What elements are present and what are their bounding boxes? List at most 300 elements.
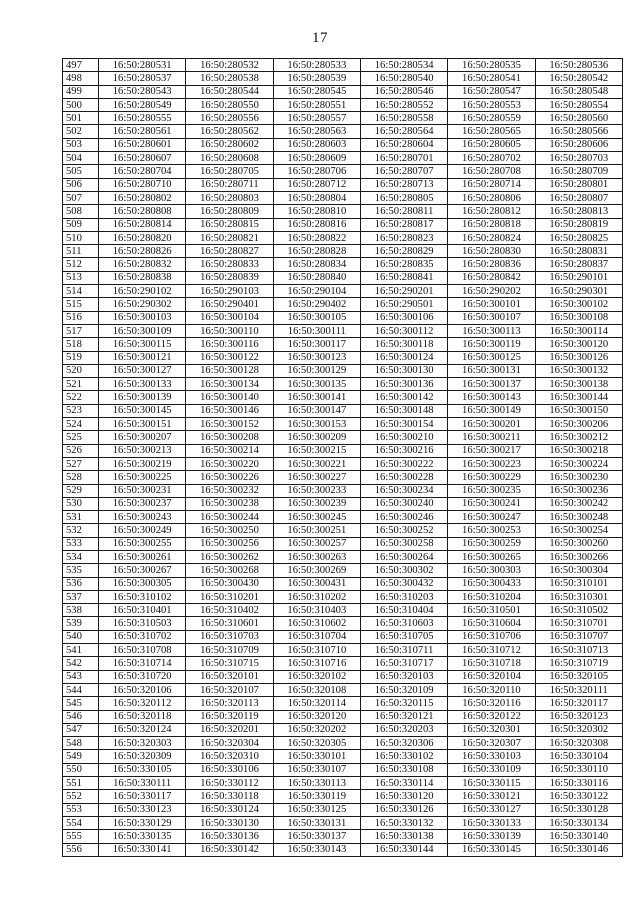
cadastral-number-cell: 16:50:280708 [448,165,535,178]
cadastral-number-cell: 16:50:300108 [535,311,622,324]
cadastral-number-cell: 16:50:320104 [448,670,535,683]
cadastral-number-cell: 16:50:280821 [186,231,273,244]
cadastral-number-cell: 16:50:280563 [273,125,360,138]
cadastral-number-cell: 16:50:320203 [360,723,447,736]
row-number-cell: 548 [63,737,99,750]
table-row [63,524,623,537]
table-row [63,617,623,630]
cadastral-number-cell: 16:50:280537 [99,72,186,85]
cadastral-number-cell: 16:50:320301 [448,723,535,736]
cadastral-number-cell: 16:50:300153 [273,418,360,431]
cadastral-number-cell: 16:50:330107 [273,763,360,776]
cadastral-number-cell: 16:50:300151 [99,418,186,431]
cadastral-number-cell: 16:50:300128 [186,364,273,377]
cadastral-number-cell: 16:50:280828 [273,245,360,258]
cadastral-number-cell: 16:50:280826 [99,245,186,258]
cadastral-number-cell: 16:50:300255 [99,537,186,550]
table-row [63,378,623,391]
cadastral-number-cell: 16:50:300124 [360,351,447,364]
row-number-cell: 533 [63,537,99,550]
cadastral-number-cell: 16:50:280825 [535,231,622,244]
cadastral-number-cell: 16:50:300246 [360,511,447,524]
cadastral-number-cell: 16:50:300136 [360,378,447,391]
cadastral-number-cell: 16:50:280818 [448,218,535,231]
table-row [63,604,623,617]
cadastral-number-cell: 16:50:330129 [99,816,186,829]
row-number-cell: 502 [63,125,99,138]
cadastral-number-cell: 16:50:330102 [360,750,447,763]
cadastral-number-cell: 16:50:280705 [186,165,273,178]
cadastral-number-cell: 16:50:280809 [186,205,273,218]
cadastral-number-cell: 16:50:320124 [99,723,186,736]
cadastral-number-cell: 16:50:280607 [99,152,186,165]
cadastral-number-cell: 16:50:320304 [186,737,273,750]
cadastral-number-cell: 16:50:300217 [448,444,535,457]
cadastral-number-cell: 16:50:280539 [273,72,360,85]
row-number-cell: 498 [63,72,99,85]
cadastral-number-cell: 16:50:330105 [99,763,186,776]
row-number-cell: 515 [63,298,99,311]
cadastral-number-cell: 16:50:300247 [448,511,535,524]
table-row [63,657,623,670]
cadastral-number-cell: 16:50:280548 [535,85,622,98]
cadastral-number-cell: 16:50:300121 [99,351,186,364]
cadastral-number-cell: 16:50:320111 [535,683,622,696]
cadastral-number-cell: 16:50:280605 [448,138,535,151]
cadastral-table-container [62,58,622,857]
cadastral-number-cell: 16:50:320108 [273,683,360,696]
cadastral-number-cell: 16:50:330103 [448,750,535,763]
cadastral-number-cell: 16:50:310202 [273,590,360,603]
cadastral-number-cell: 16:50:320302 [535,723,622,736]
cadastral-number-cell: 16:50:320107 [186,683,273,696]
cadastral-number-cell: 16:50:330125 [273,803,360,816]
table-row [63,59,623,72]
cadastral-number-cell: 16:50:280549 [99,98,186,111]
cadastral-number-cell: 16:50:300229 [448,471,535,484]
cadastral-number-cell: 16:50:280547 [448,85,535,98]
cadastral-number-cell: 16:50:280554 [535,98,622,111]
cadastral-number-cell: 16:50:300144 [535,391,622,404]
cadastral-number-cell: 16:50:310708 [99,644,186,657]
table-row [63,311,623,324]
cadastral-number-cell: 16:50:300257 [273,537,360,550]
table-row [63,138,623,151]
cadastral-number-cell: 16:50:280839 [186,271,273,284]
cadastral-number-cell: 16:50:300142 [360,391,447,404]
row-number-cell: 519 [63,351,99,364]
cadastral-number-cell: 16:50:280709 [535,165,622,178]
cadastral-number-cell: 16:50:300213 [99,444,186,457]
row-number-cell: 524 [63,418,99,431]
cadastral-number-cell: 16:50:280820 [99,231,186,244]
cadastral-number-cell: 16:50:300433 [448,577,535,590]
cadastral-number-cell: 16:50:300116 [186,338,273,351]
cadastral-number-cell: 16:50:300135 [273,378,360,391]
cadastral-number-cell: 16:50:280813 [535,205,622,218]
cadastral-number-cell: 16:50:280604 [360,138,447,151]
table-row [63,790,623,803]
cadastral-number-cell: 16:50:300237 [99,497,186,510]
cadastral-number-cell: 16:50:300269 [273,564,360,577]
row-number-cell: 534 [63,550,99,563]
cadastral-number-cell: 16:50:300107 [448,311,535,324]
table-row [63,537,623,550]
cadastral-number-cell: 16:50:310718 [448,657,535,670]
row-number-cell: 550 [63,763,99,776]
cadastral-number-cell: 16:50:320309 [99,750,186,763]
cadastral-number-cell: 16:50:310403 [273,604,360,617]
cadastral-number-cell: 16:50:280558 [360,112,447,125]
table-row [63,816,623,829]
table-row [63,444,623,457]
cadastral-number-cell: 16:50:300129 [273,364,360,377]
cadastral-number-cell: 16:50:300222 [360,457,447,470]
cadastral-number-cell: 16:50:280810 [273,205,360,218]
cadastral-number-cell: 16:50:320102 [273,670,360,683]
cadastral-number-cell: 16:50:280841 [360,271,447,284]
cadastral-number-cell: 16:50:300302 [360,564,447,577]
cadastral-number-cell: 16:50:330136 [186,830,273,843]
cadastral-number-cell: 16:50:300101 [448,298,535,311]
cadastral-number-cell: 16:50:280564 [360,125,447,138]
row-number-cell: 508 [63,205,99,218]
cadastral-number-cell: 16:50:280702 [448,152,535,165]
cadastral-number-cell: 16:50:280562 [186,125,273,138]
cadastral-number-cell: 16:50:300147 [273,404,360,417]
table-row [63,670,623,683]
cadastral-number-cell: 16:50:300240 [360,497,447,510]
table-row [63,418,623,431]
table-row [63,338,623,351]
cadastral-number-cell: 16:50:320118 [99,710,186,723]
table-row [63,683,623,696]
cadastral-number-cell: 16:50:320303 [99,737,186,750]
cadastral-number-cell: 16:50:320117 [535,697,622,710]
cadastral-number-cell: 16:50:280559 [448,112,535,125]
cadastral-number-cell: 16:50:280706 [273,165,360,178]
page-number: 17 [312,30,328,46]
table-row [63,98,623,111]
cadastral-number-cell: 16:50:300231 [99,484,186,497]
cadastral-number-cell: 16:50:320109 [360,683,447,696]
cadastral-number-cell: 16:50:280713 [360,178,447,191]
cadastral-number-cell: 16:50:330126 [360,803,447,816]
cadastral-number-cell: 16:50:310201 [186,590,273,603]
cadastral-number-cell: 16:50:300137 [448,378,535,391]
cadastral-number-cell: 16:50:290202 [448,285,535,298]
table-row [63,723,623,736]
cadastral-number-cell: 16:50:330142 [186,843,273,856]
cadastral-number-cell: 16:50:290104 [273,285,360,298]
cadastral-number-cell: 16:50:300126 [535,351,622,364]
cadastral-number-cell: 16:50:280803 [186,191,273,204]
row-number-cell: 554 [63,816,99,829]
cadastral-number-cell: 16:50:280830 [448,245,535,258]
cadastral-number-cell: 16:50:300233 [273,484,360,497]
cadastral-number-cell: 16:50:300241 [448,497,535,510]
cadastral-number-cell: 16:50:300230 [535,471,622,484]
cadastral-number-cell: 16:50:300113 [448,324,535,337]
cadastral-number-cell: 16:50:310704 [273,630,360,643]
cadastral-number-cell: 16:50:300261 [99,550,186,563]
cadastral-number-cell: 16:50:310401 [99,604,186,617]
cadastral-number-cell: 16:50:330118 [186,790,273,803]
row-number-cell: 531 [63,511,99,524]
cadastral-number-cell: 16:50:290101 [535,271,622,284]
table-row [63,697,623,710]
cadastral-number-cell: 16:50:310601 [186,617,273,630]
cadastral-number-cell: 16:50:310706 [448,630,535,643]
cadastral-number-cell: 16:50:300117 [273,338,360,351]
cadastral-number-cell: 16:50:280606 [535,138,622,151]
row-number-cell: 530 [63,497,99,510]
table-row [63,511,623,524]
cadastral-number-cell: 16:50:280602 [186,138,273,151]
cadastral-number-cell: 16:50:290501 [360,298,447,311]
cadastral-number-cell: 16:50:290302 [99,298,186,311]
row-number-cell: 546 [63,710,99,723]
cadastral-number-cell: 16:50:300216 [360,444,447,457]
row-number-cell: 547 [63,723,99,736]
cadastral-number-cell: 16:50:330135 [99,830,186,843]
cadastral-number-cell: 16:50:300430 [186,577,273,590]
cadastral-number-cell: 16:50:300140 [186,391,273,404]
cadastral-number-cell: 16:50:330108 [360,763,447,776]
cadastral-number-cell: 16:50:300239 [273,497,360,510]
table-row [63,843,623,856]
table-row [63,577,623,590]
cadastral-number-cell: 16:50:300252 [360,524,447,537]
row-number-cell: 538 [63,604,99,617]
cadastral-number-cell: 16:50:280608 [186,152,273,165]
cadastral-number-cell: 16:50:300127 [99,364,186,377]
table-body [63,59,623,857]
cadastral-number-cell: 16:50:280551 [273,98,360,111]
cadastral-number-cell: 16:50:280553 [448,98,535,111]
cadastral-number-cell: 16:50:300226 [186,471,273,484]
cadastral-number-cell: 16:50:310715 [186,657,273,670]
cadastral-number-cell: 16:50:280837 [535,258,622,271]
row-number-cell: 512 [63,258,99,271]
cadastral-number-cell: 16:50:280561 [99,125,186,138]
cadastral-number-cell: 16:50:280831 [535,245,622,258]
cadastral-number-cell: 16:50:320306 [360,737,447,750]
cadastral-number-cell: 16:50:310301 [535,590,622,603]
cadastral-number-cell: 16:50:300248 [535,511,622,524]
row-number-cell: 536 [63,577,99,590]
cadastral-number-cell: 16:50:330140 [535,830,622,843]
cadastral-number-cell: 16:50:300259 [448,537,535,550]
cadastral-number-cell: 16:50:300225 [99,471,186,484]
cadastral-number-cell: 16:50:310703 [186,630,273,643]
cadastral-number-cell: 16:50:280801 [535,178,622,191]
table-row [63,737,623,750]
cadastral-number-cell: 16:50:320112 [99,697,186,710]
table-row [63,85,623,98]
cadastral-number-cell: 16:50:330124 [186,803,273,816]
cadastral-number-cell: 16:50:330141 [99,843,186,856]
row-number-cell: 521 [63,378,99,391]
row-number-cell: 556 [63,843,99,856]
cadastral-number-cell: 16:50:300131 [448,364,535,377]
cadastral-number-cell: 16:50:300102 [535,298,622,311]
row-number-cell: 545 [63,697,99,710]
cadastral-number-cell: 16:50:300211 [448,431,535,444]
row-number-cell: 553 [63,803,99,816]
cadastral-number-cell: 16:50:300201 [448,418,535,431]
cadastral-number-cell: 16:50:300305 [99,577,186,590]
table-row [63,763,623,776]
cadastral-number-cell: 16:50:300249 [99,524,186,537]
cadastral-number-cell: 16:50:300110 [186,324,273,337]
cadastral-number-cell: 16:50:310102 [99,590,186,603]
cadastral-number-cell: 16:50:300112 [360,324,447,337]
cadastral-number-cell: 16:50:280833 [186,258,273,271]
cadastral-number-cell: 16:50:300148 [360,404,447,417]
table-row [63,484,623,497]
cadastral-number-cell: 16:50:280540 [360,72,447,85]
cadastral-number-cell: 16:50:310501 [448,604,535,617]
cadastral-number-cell: 16:50:280566 [535,125,622,138]
cadastral-number-cell: 16:50:280816 [273,218,360,231]
cadastral-number-cell: 16:50:280552 [360,98,447,111]
row-number-cell: 500 [63,98,99,111]
cadastral-number-cell: 16:50:320116 [448,697,535,710]
cadastral-number-cell: 16:50:280842 [448,271,535,284]
row-number-cell: 501 [63,112,99,125]
row-number-cell: 541 [63,644,99,657]
cadastral-number-cell: 16:50:280714 [448,178,535,191]
row-number-cell: 513 [63,271,99,284]
cadastral-number-cell: 16:50:280703 [535,152,622,165]
cadastral-number-cell: 16:50:330131 [273,816,360,829]
cadastral-number-cell: 16:50:290102 [99,285,186,298]
cadastral-number-cell: 16:50:280807 [535,191,622,204]
row-number-cell: 497 [63,59,99,72]
cadastral-number-cell: 16:50:300266 [535,550,622,563]
cadastral-number-cell: 16:50:300104 [186,311,273,324]
cadastral-number-cell: 16:50:320121 [360,710,447,723]
cadastral-number-cell: 16:50:300304 [535,564,622,577]
cadastral-number-cell: 16:50:320310 [186,750,273,763]
table-row [63,258,623,271]
cadastral-number-cell: 16:50:330143 [273,843,360,856]
cadastral-number-cell: 16:50:280555 [99,112,186,125]
table-row [63,391,623,404]
cadastral-number-cell: 16:50:280532 [186,59,273,72]
table-row [63,112,623,125]
table-row [63,218,623,231]
cadastral-number-cell: 16:50:280832 [99,258,186,271]
cadastral-number-cell: 16:50:300115 [99,338,186,351]
cadastral-number-cell: 16:50:320114 [273,697,360,710]
table-row [63,590,623,603]
cadastral-number-cell: 16:50:330138 [360,830,447,843]
cadastral-number-cell: 16:50:300262 [186,550,273,563]
cadastral-number-cell: 16:50:290201 [360,285,447,298]
cadastral-number-cell: 16:50:280815 [186,218,273,231]
cadastral-number-cell: 16:50:280707 [360,165,447,178]
cadastral-number-cell: 16:50:330121 [448,790,535,803]
table-row [63,564,623,577]
row-number-cell: 506 [63,178,99,191]
row-number-cell: 539 [63,617,99,630]
cadastral-number-cell: 16:50:280536 [535,59,622,72]
cadastral-number-cell: 16:50:280811 [360,205,447,218]
cadastral-number-cell: 16:50:310720 [99,670,186,683]
cadastral-number-cell: 16:50:300125 [448,351,535,364]
cadastral-number-cell: 16:50:280546 [360,85,447,98]
cadastral-number-cell: 16:50:300221 [273,457,360,470]
cadastral-number-cell: 16:50:320123 [535,710,622,723]
cadastral-number-cell: 16:50:300111 [273,324,360,337]
cadastral-number-cell: 16:50:300109 [99,324,186,337]
row-number-cell: 504 [63,152,99,165]
table-row [63,630,623,643]
cadastral-number-cell: 16:50:300141 [273,391,360,404]
cadastral-number-cell: 16:50:330146 [535,843,622,856]
cadastral-number-cell: 16:50:300267 [99,564,186,577]
cadastral-number-cell: 16:50:310101 [535,577,622,590]
row-number-cell: 523 [63,404,99,417]
cadastral-number-cell: 16:50:300134 [186,378,273,391]
cadastral-number-cell: 16:50:300256 [186,537,273,550]
cadastral-number-cell: 16:50:310503 [99,617,186,630]
table-row [63,351,623,364]
cadastral-number-cell: 16:50:330115 [448,777,535,790]
cadastral-number-cell: 16:50:280834 [273,258,360,271]
cadastral-number-cell: 16:50:310203 [360,590,447,603]
row-number-cell: 552 [63,790,99,803]
table-row [63,750,623,763]
table-row [63,364,623,377]
table-row [63,431,623,444]
cadastral-number-cell: 16:50:330111 [99,777,186,790]
cadastral-number-cell: 16:50:330112 [186,777,273,790]
cadastral-number-cell: 16:50:290103 [186,285,273,298]
cadastral-number-cell: 16:50:300243 [99,511,186,524]
cadastral-number-cell: 16:50:310502 [535,604,622,617]
row-number-cell: 505 [63,165,99,178]
cadastral-number-cell: 16:50:300149 [448,404,535,417]
cadastral-number-cell: 16:50:330130 [186,816,273,829]
cadastral-number-cell: 16:50:330123 [99,803,186,816]
cadastral-number-cell: 16:50:280822 [273,231,360,244]
cadastral-number-cell: 16:50:310705 [360,630,447,643]
cadastral-number-cell: 16:50:280545 [273,85,360,98]
cadastral-number-cell: 16:50:280712 [273,178,360,191]
cadastral-number-cell: 16:50:310602 [273,617,360,630]
cadastral-number-cell: 16:50:300264 [360,550,447,563]
table-row [63,271,623,284]
cadastral-number-cell: 16:50:300130 [360,364,447,377]
cadastral-number-cell: 16:50:320110 [448,683,535,696]
cadastral-number-cell: 16:50:280601 [99,138,186,151]
cadastral-number-cell: 16:50:310717 [360,657,447,670]
cadastral-number-cell: 16:50:330145 [448,843,535,856]
cadastral-number-cell: 16:50:300254 [535,524,622,537]
table-row [63,404,623,417]
cadastral-number-cell: 16:50:280711 [186,178,273,191]
cadastral-number-cell: 16:50:300263 [273,550,360,563]
cadastral-number-cell: 16:50:300105 [273,311,360,324]
cadastral-number-cell: 16:50:330113 [273,777,360,790]
cadastral-number-cell: 16:50:330134 [535,816,622,829]
cadastral-number-cell: 16:50:300103 [99,311,186,324]
cadastral-number-cell: 16:50:300132 [535,364,622,377]
cadastral-number-cell: 16:50:300154 [360,418,447,431]
